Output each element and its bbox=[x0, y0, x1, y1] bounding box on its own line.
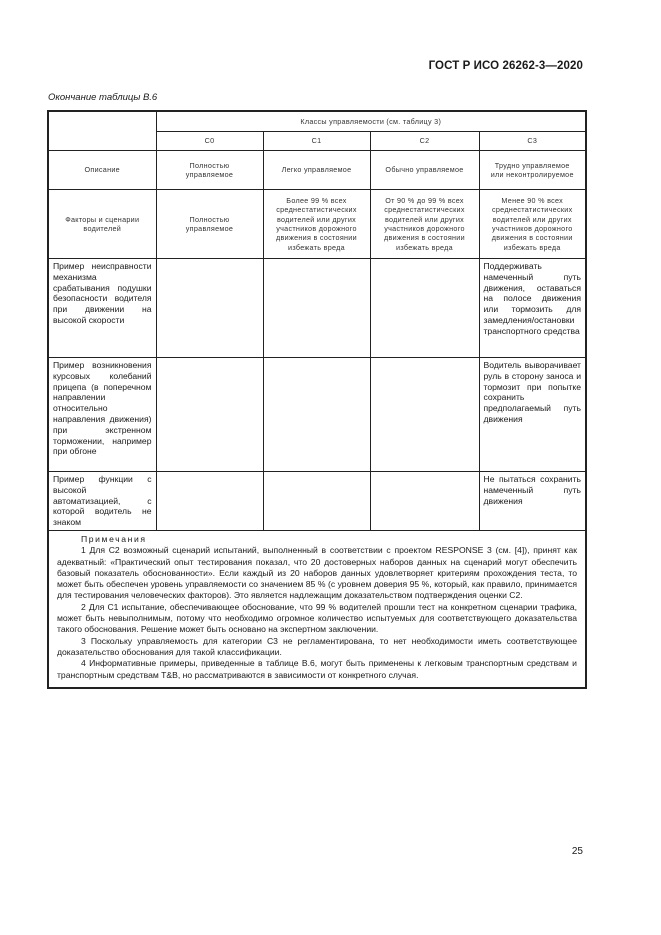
table-row bbox=[48, 472, 586, 531]
description-c0: Полностью управляемое bbox=[185, 160, 234, 179]
notes-block bbox=[49, 531, 585, 687]
empty-cell bbox=[156, 472, 263, 531]
description-c3-cell bbox=[479, 151, 586, 190]
description-c1: Легко управляемое bbox=[281, 165, 352, 175]
class-c0: C0 bbox=[204, 136, 215, 146]
note-item: 2 Для С1 испытание, обеспечивающее обоснование, что 99 % водителей прошли тест на конкретном сценарии трафика, может быть невыполнимым, потому что необходимо огромное количество испытуемых для соответствующего доказательства такого обоснования. Решение может быть основано на экспертном заключении. bbox=[57, 601, 577, 635]
document-code: ГОСТ Р ИСО 26262-3—2020 bbox=[428, 60, 583, 72]
factors-c1: Более 99 % всех среднестатистических водителей или других участников дорожного движения в состоянии избежать вреда bbox=[276, 195, 357, 252]
note-item: 3 Поскольку управляемость для категории С3 не регламентирована, то нет необходимости иметь соответствующее доказательство обоснования для такой классификации. bbox=[57, 635, 577, 657]
note-item: 4 Информативные примеры, приведенные в таблице В.6, могут быть применены к легковым транспортным средствам и транспортным средствам T&B, но рассматриваются в зависимости от конкретного случая. bbox=[57, 658, 577, 680]
notes-heading: Примечания bbox=[81, 533, 147, 544]
factors-c3-cell bbox=[479, 190, 586, 259]
class-c2: C2 bbox=[419, 136, 430, 146]
empty-cell bbox=[263, 259, 370, 358]
factors-c0-cell bbox=[156, 190, 263, 259]
description-c2: Обычно управляемое bbox=[385, 165, 464, 175]
scenario-text: Пример возникновения курсовых колебаний прицепа (в поперечном направлении относительно направления движения) при экстренном торможении, например при обгоне bbox=[53, 360, 152, 457]
class-c2-cell bbox=[370, 132, 479, 151]
factors-label-cell bbox=[48, 190, 156, 259]
empty-cell bbox=[263, 358, 370, 472]
class-c0-cell bbox=[156, 132, 263, 151]
empty-cell bbox=[156, 358, 263, 472]
c3-example-text: Не пытаться сохранить намеченный путь движения bbox=[483, 474, 581, 506]
table-row bbox=[48, 358, 586, 472]
description-c2-cell bbox=[370, 151, 479, 190]
scenario-text: Пример функции с высокой автоматизацией, с которой водитель не знаком bbox=[53, 474, 152, 528]
c3-example-text: Поддерживать намеченный путь движения, оставаться на полосе движения или тормозить для замедления/остановки транспортного средства bbox=[483, 261, 581, 336]
empty-cell bbox=[263, 472, 370, 531]
table-caption: Окончание таблицы В.6 bbox=[48, 92, 158, 103]
empty-cell bbox=[370, 472, 479, 531]
description-c1-cell bbox=[263, 151, 370, 190]
empty-cell bbox=[370, 358, 479, 472]
scenario-text: Пример неисправности механизма срабатывания подушки безопасности водителя при движении на высокой скорости bbox=[53, 261, 152, 325]
empty-cell bbox=[156, 259, 263, 358]
description-c0-cell bbox=[156, 151, 263, 190]
controllability-table bbox=[47, 110, 585, 689]
class-c1: C1 bbox=[311, 136, 322, 146]
group-header-cell bbox=[156, 111, 586, 132]
note-item: 1 Для С2 возможный сценарий испытаний, выполненный в соответствии с проектом RESPONSE 3 (см. [4]), принят как адекватный: «Практический опыт тестирования показал, что 20 достоверных наборов данных на сценарий могут обеспечить базовый показатель обоснованности». Если каждый из 20 наборов данных удовлетворяет критериям прохождения теста, то может быть обеспечен уровень управляемости со значением 85 % (с уровнем доверия 95 %, который, как правило, принимается для тестирования человеческих факторов). Это является надлежащим доказательством подтверждения оценки С2. bbox=[57, 545, 577, 601]
class-c3: C3 bbox=[527, 136, 538, 146]
class-c3-cell bbox=[479, 132, 586, 151]
corner-cell bbox=[48, 111, 156, 151]
description-c3: Трудно управляемое или неконтролируемое bbox=[490, 160, 574, 179]
factors-c1-cell bbox=[263, 190, 370, 259]
table-row bbox=[48, 259, 586, 358]
class-c1-cell bbox=[263, 132, 370, 151]
c3-example-text: Водитель выворачивает руль в сторону заноса и тормозит при попытке сохранить предполагаемый путь движения bbox=[483, 360, 581, 424]
empty-cell bbox=[370, 259, 479, 358]
factors-c0: Полностью управляемое bbox=[185, 214, 234, 233]
factors-c2-cell bbox=[370, 190, 479, 259]
description-label: Описание bbox=[84, 165, 120, 175]
group-header: Классы управляемости (см. таблицу 3) bbox=[300, 116, 442, 126]
description-label-cell bbox=[48, 151, 156, 190]
notes-cell bbox=[48, 530, 586, 687]
factors-c2: От 90 % до 99 % всех среднестатистических водителей или других участников дорожного движения в состоянии избежать вреда bbox=[384, 195, 465, 252]
factors-label: Факторы и сценарии водителей bbox=[65, 214, 140, 233]
factors-c3: Менее 90 % всех среднестатистических водителей или других участников дорожного движения в состоянии избежать вреда bbox=[491, 195, 573, 252]
page-number: 25 bbox=[571, 846, 583, 857]
